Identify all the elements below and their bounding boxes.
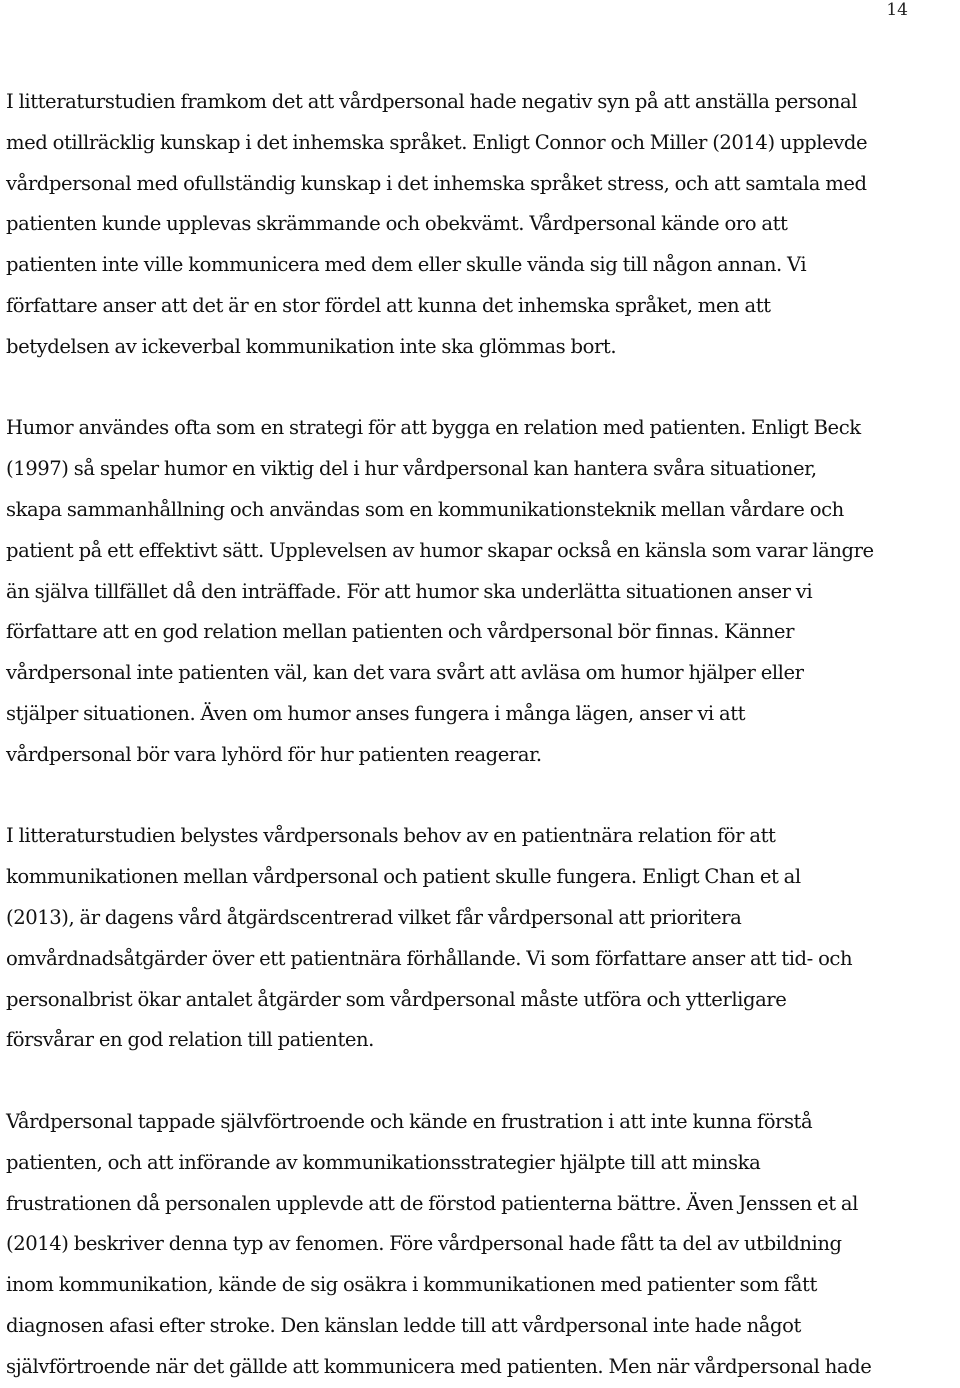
text-line: patienten, och att införande av kommunikationsstrategier hjälpte till att minska bbox=[6, 1150, 761, 1174]
text-line: kommunikationen mellan vårdpersonal och patient skulle fungera. Enligt Chan et al bbox=[6, 865, 801, 889]
text-line: än själva tillfället då den inträffade. För att humor ska underlätta situationen anser vi bbox=[6, 579, 813, 603]
document-body bbox=[6, 82, 958, 1388]
text-line: diagnosen afasi efter stroke. Den känslan ledde till att vårdpersonal inte hade något bbox=[6, 1313, 801, 1337]
text-line: självförtroende när det gällde att kommunicera med patienten. Men när vårdpersonal hade bbox=[6, 1354, 872, 1378]
text-line: inom kommunikation, kände de sig osäkra i kommunikationen med patienter som fått bbox=[6, 1273, 817, 1297]
text-line: stjälper situationen. Även om humor anses fungera i många lägen, anser vi att bbox=[6, 701, 746, 725]
paragraph-spacer bbox=[6, 776, 958, 817]
text-line: (2013), är dagens vård åtgärdscentrerad vilket får vårdpersonal att prioritera bbox=[6, 905, 742, 929]
text-line: I litteraturstudien belystes vårdpersonals behov av en patientnära relation för att bbox=[6, 824, 776, 848]
text-line: personalbrist ökar antalet åtgärder som vårdpersonal måste utföra och ytterligare bbox=[6, 987, 787, 1011]
text-line: vårdpersonal inte patienten väl, kan det vara svårt att avläsa om humor hjälper eller bbox=[6, 661, 804, 685]
paragraph-spacer bbox=[6, 368, 958, 409]
text-line: Humor användes ofta som en strategi för att bygga en relation med patienten. Enligt Beck bbox=[6, 416, 861, 440]
text-line: (1997) så spelar humor en viktig del i hur vårdpersonal kan hantera svåra situationer, bbox=[6, 457, 817, 481]
paragraph-humor bbox=[6, 408, 958, 775]
text-line: (2014) beskriver denna typ av fenomen. Före vårdpersonal hade fått ta del av utbildning bbox=[6, 1232, 842, 1256]
text-line: författare att en god relation mellan patienten och vårdpersonal bör finnas. Känner bbox=[6, 620, 794, 644]
text-line: frustrationen då personalen upplevde att de förstod patienterna bättre. Även Jenssen et al bbox=[6, 1191, 858, 1215]
text-line: vårdpersonal bör vara lyhörd för hur patienten reagerar. bbox=[6, 742, 542, 766]
paragraph-patient-relation bbox=[6, 816, 958, 1061]
text-line: Vårdpersonal tappade självförtroende och kände en frustration i att inte kunna förstå bbox=[6, 1109, 813, 1133]
text-line: omvårdnadsåtgärder över ett patientnära förhållande. Vi som författare anser att tid- och bbox=[6, 946, 853, 970]
text-line: patient på ett effektivt sätt. Upplevelsen av humor skapar också en känsla som varar längre bbox=[6, 538, 874, 562]
paragraph-language-barrier bbox=[6, 82, 958, 368]
text-line: vårdpersonal med ofullständig kunskap i det inhemska språket stress, och att samtala med bbox=[6, 171, 867, 195]
text-line: med otillräcklig kunskap i det inhemska språket. Enligt Connor och Miller (2014) upplevde bbox=[6, 130, 868, 154]
text-line: skapa sammanhållning och användas som en kommunikationsteknik mellan vårdare och bbox=[6, 497, 844, 521]
page-number: 14 bbox=[886, 0, 908, 20]
text-line: författare anser att det är en stor fördel att kunna det inhemska språket, men att bbox=[6, 293, 771, 317]
text-line: betydelsen av ickeverbal kommunikation inte ska glömmas bort. bbox=[6, 334, 617, 358]
paragraph-spacer bbox=[6, 1061, 958, 1102]
paragraph-self-confidence bbox=[6, 1102, 958, 1388]
text-line: I litteraturstudien framkom det att vårdpersonal hade negativ syn på att anställa personal bbox=[6, 90, 858, 113]
text-line: försvårar en god relation till patienten. bbox=[6, 1028, 374, 1052]
text-line: patienten inte ville kommunicera med dem eller skulle vända sig till någon annan. Vi bbox=[6, 253, 807, 277]
text-line: patienten kunde upplevas skrämmande och obekvämt. Vårdpersonal kände oro att bbox=[6, 212, 788, 236]
